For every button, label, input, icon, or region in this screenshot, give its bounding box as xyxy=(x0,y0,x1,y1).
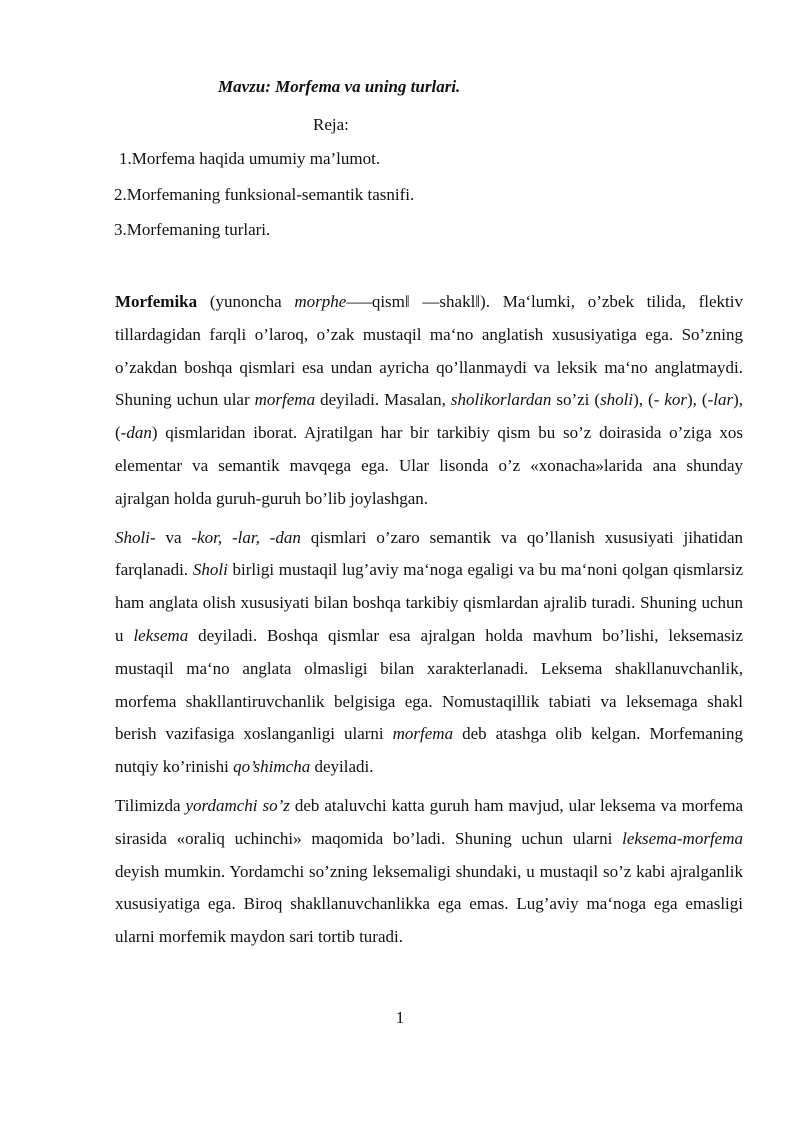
text-run: deyiladi. xyxy=(310,757,374,777)
page-number: 1 xyxy=(395,1008,405,1027)
text-run: ), (- xyxy=(687,390,714,410)
text-run: ), (- xyxy=(633,390,665,410)
text-run: deyiladi. Boshqa qismlar esa ajralgan holda mavhum bo’lishi, leksemasiz mustaqil ma‘no anglata olmasligi bilan xarakterlanadi. Leksema shakllanuvchanlik, morfema shakllantiruvchanlik belgisiga ega. Nomustaqillik tabiati va leksemaga shakl berish vazifasiga xoslanganligi ularni xyxy=(115,625,744,744)
italic-term: morphe xyxy=(294,292,347,311)
text-run: birligi mustaqil lug’aviy ma‘noga egaligi va bu ma‘noni qolgan qismlarsiz ham anglata olish xususiyati bilan boshqa tarkibiy qismlardan ajralib turadi. Shuning uchun u xyxy=(115,560,743,645)
paragraph xyxy=(115,522,743,784)
italic-term: Sholi xyxy=(192,560,228,580)
text-run: ), (- xyxy=(115,390,744,443)
bold-term: Morfemika xyxy=(115,292,198,311)
italic-term: leksema-morfema xyxy=(622,828,743,848)
plan-item: 3.Morfemaning turlari. xyxy=(114,220,271,239)
plan-item: 2.Morfemaning funksional-semantik tasnifi. xyxy=(114,184,415,204)
italic-term: morfema xyxy=(392,724,454,744)
text-run: qismlari o’zaro semantik va qo’llanish xususiyati jihatidan farqlanadi. xyxy=(115,527,743,580)
italic-term: -kor, -lar, -dan xyxy=(191,527,301,547)
italic-term: sholikorlardan xyxy=(450,390,552,410)
paragraph xyxy=(115,790,743,954)
plan-list xyxy=(114,148,414,255)
text-run: deb atashga olib kelgan. Morfemaning nutqiy ko’rinishi xyxy=(115,724,744,777)
text-run: deb ataluvchi katta guruh ham mavjud, ular leksema va morfema sirasida «oraliq uchinchi» maqomida bo’ladi. Shuning uchun ularni xyxy=(115,795,743,848)
page-title: Mavzu: Morfema va uning turlari. xyxy=(218,77,461,96)
italic-term: leksema xyxy=(133,625,189,645)
italic-term: sholi xyxy=(600,390,634,410)
italic-term: morfema xyxy=(254,390,316,410)
text-run: ) qismlaridan iborat. Ajratilgan har bir tarkibiy qism bu so’z doirasida o’ziga xos elementar va semantik mavqega ega. Ular lisonda o’z «xonacha»larida ana shunday ajralgan holda guruh-guruh bo’lib joylashgan. xyxy=(115,423,743,508)
text-run: so’zi ( xyxy=(551,390,601,410)
text-run: (yunoncha xyxy=(197,292,295,311)
italic-term: qo’shimcha xyxy=(233,757,311,777)
italic-term: lar xyxy=(713,390,734,410)
text-run: deyiladi. Masalan, xyxy=(315,390,451,410)
text-run: va xyxy=(155,527,192,547)
italic-term: dan xyxy=(126,423,152,443)
italic-term: yordamchi so’z xyxy=(185,795,290,815)
body-text xyxy=(115,286,743,960)
italic-term: Sholi- xyxy=(115,527,156,547)
text-run: deyish mumkin. Yordamchi so’zning leksemaligi shundaki, u mustaqil so’z kabi ajralganlik xususiyatiga ega. Biroq shakllanuvchanlikka ega emas. Lug’aviy ma‘noga ega emasligi ularni morfemik maydon sari tortib turadi. xyxy=(115,861,743,947)
italic-term: kor xyxy=(664,390,688,410)
plan-item: 1.Morfema haqida umumiy ma’lumot. xyxy=(119,149,381,168)
paragraph xyxy=(115,286,743,516)
text-run: –—qism‖ —shakl‖). Ma‘lumki, o’zbek tilida, flektiv tillardagidan farqli o’laroq, o’zak mustaqil ma‘no anglatish xususiyatiga ega. So’zning o’zakdan boshqa qismlari esa undan ayricha qo’llanmaydi va leksik ma‘no anglatmaydi. Shuning uchun ular xyxy=(115,292,743,410)
text-run: Tilimizda xyxy=(115,795,186,815)
plan-heading: Reja: xyxy=(313,115,349,134)
